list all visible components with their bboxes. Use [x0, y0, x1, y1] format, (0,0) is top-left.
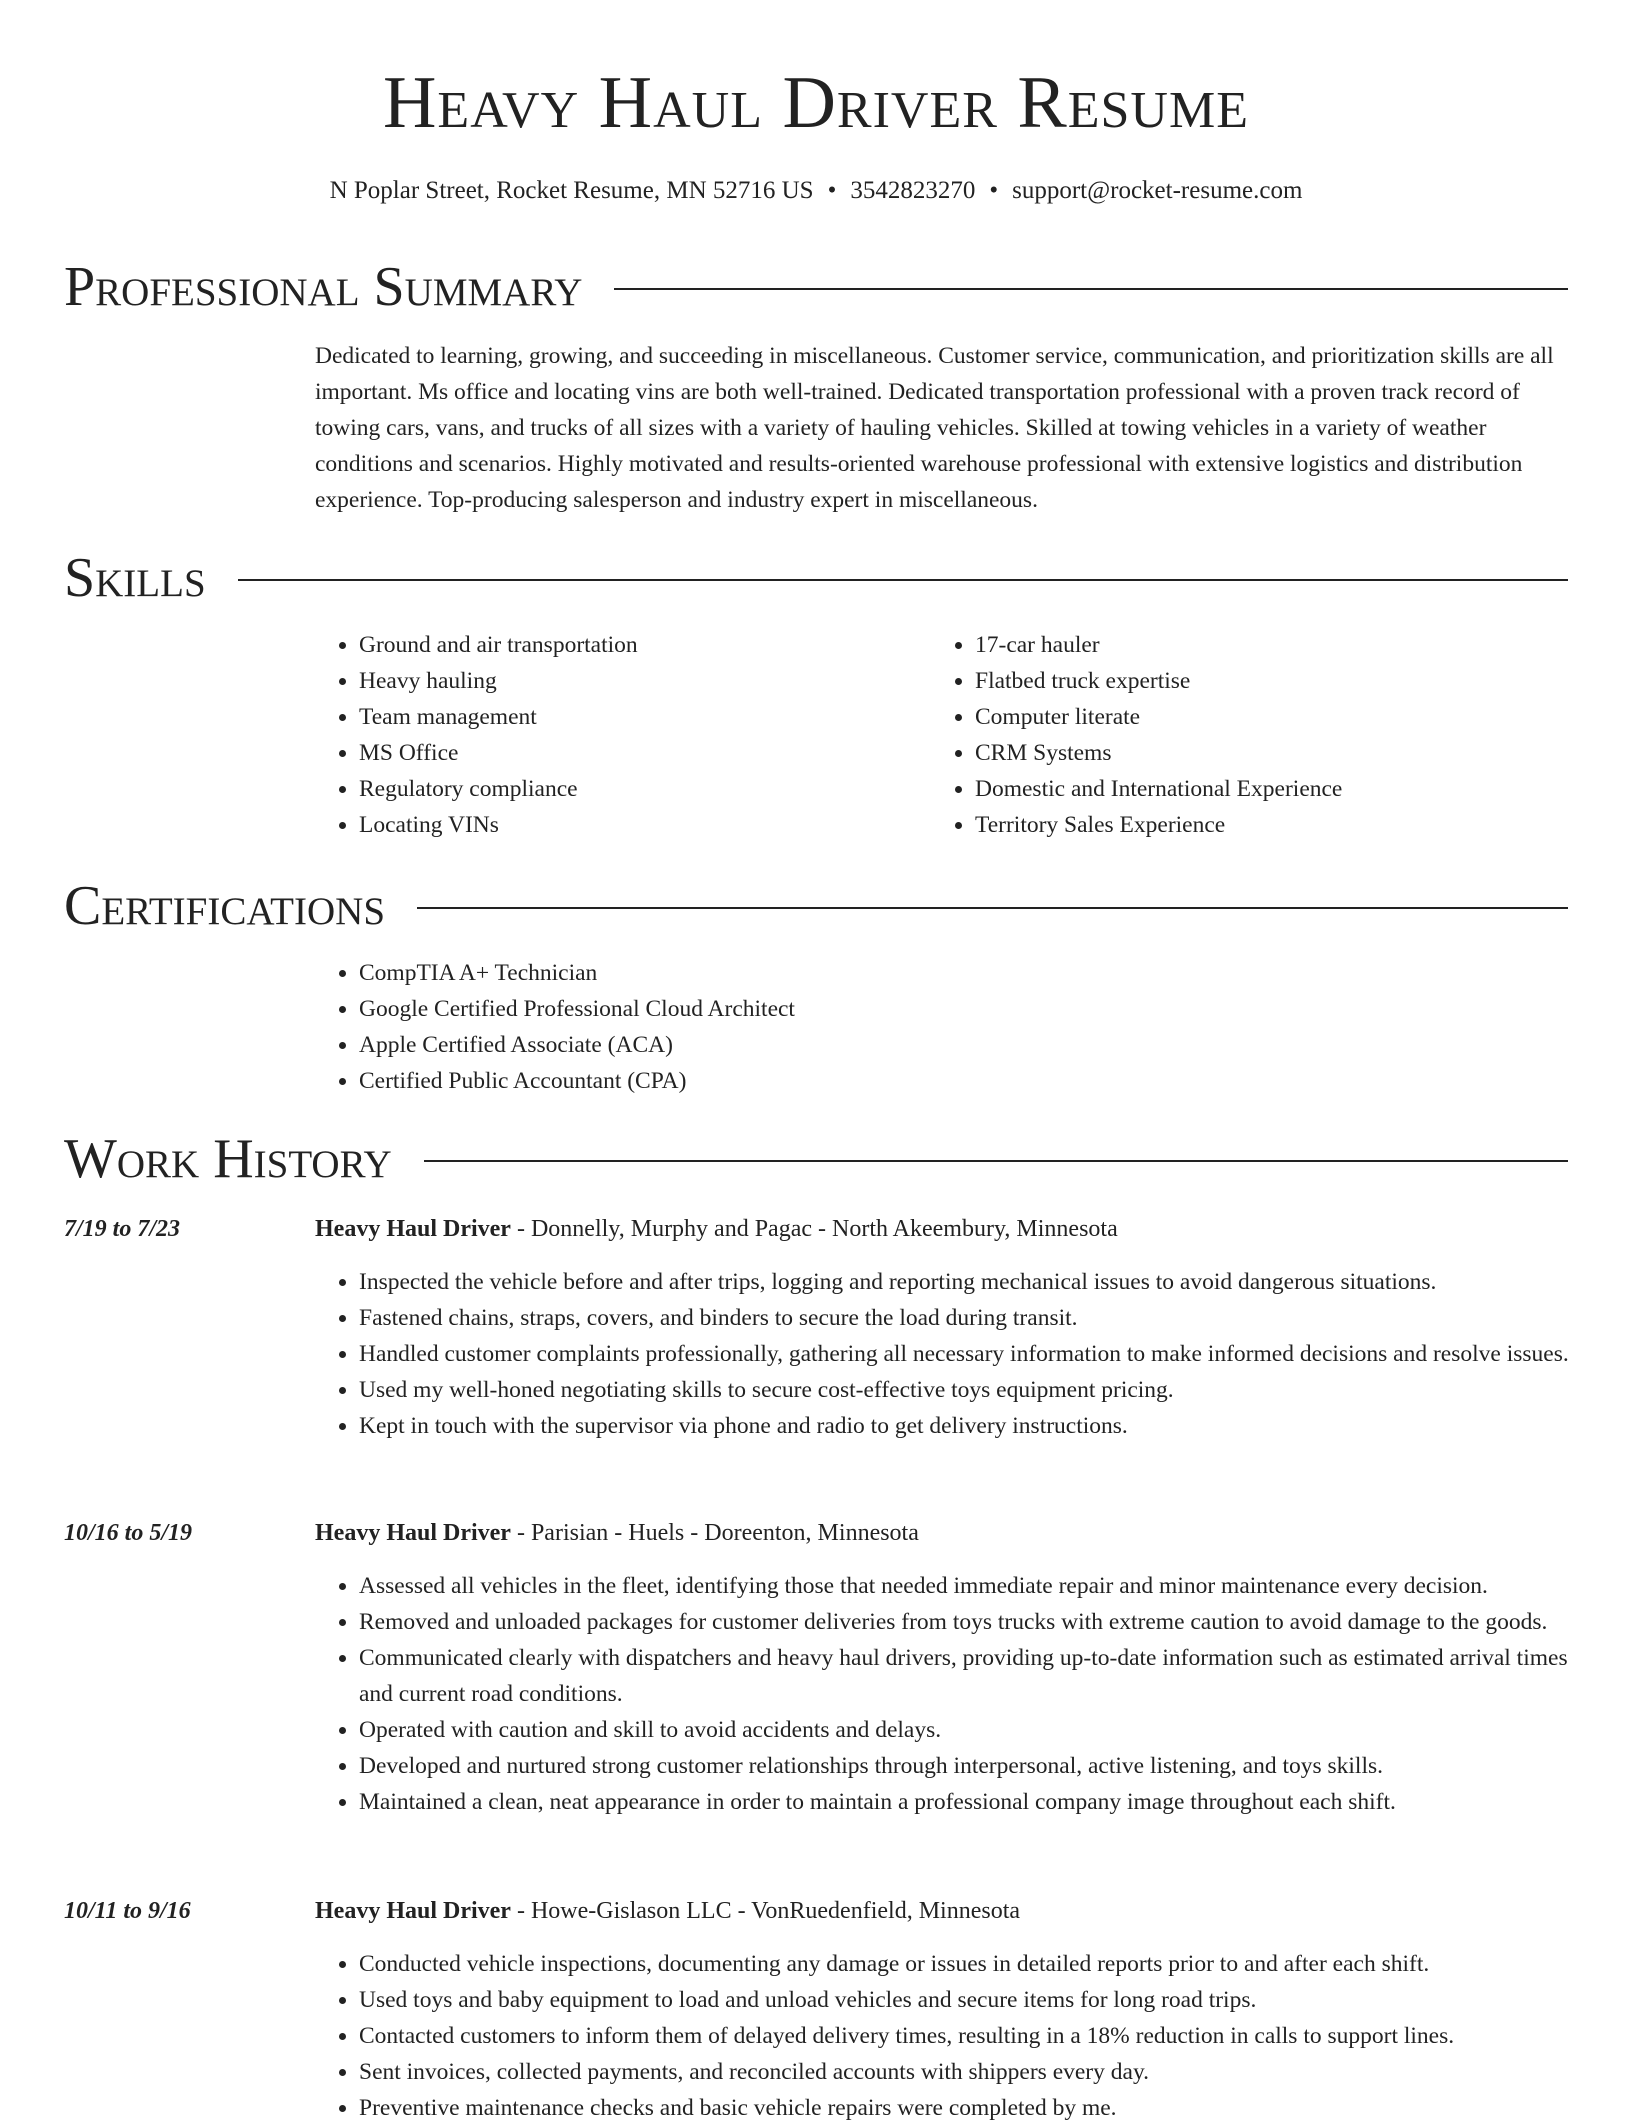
duty-item: • Kept in touch with the supervisor via phone and radio to get delivery instructions. — [359, 1408, 1585, 1444]
section-divider — [614, 288, 1568, 290]
duty-item: • Operated with caution and skill to avoid accidents and delays. — [359, 1712, 1585, 1748]
job-duties — [315, 1264, 1585, 1444]
job-dates: 7/19 to 7/23 — [64, 1216, 181, 1242]
work-history-section-header — [64, 1127, 1568, 1191]
job-title-line — [315, 1894, 1575, 1928]
duty-item: • Contacted customers to inform them of delayed delivery times, resulting in a 18% reduction in calls to support lines. — [359, 2018, 1585, 2054]
resume-title: Heavy Haul Driver Resume — [382, 62, 1249, 144]
contact-phone: 3542823270 — [850, 177, 976, 204]
summary-heading: Professional Summary — [64, 256, 583, 318]
certifications-section-header — [64, 874, 1568, 938]
contact-separator: • — [827, 177, 837, 204]
job-dates: 10/11 to 9/16 — [64, 1898, 191, 1924]
certification-item: • Certified Public Accountant (CPA) — [359, 1063, 1115, 1099]
job-employer-location: - Donnelly, Murphy and Pagac - North Akeembury, Minnesota — [510, 1216, 1118, 1242]
duty-item: • Removed and unloaded packages for customer deliveries from toys trucks with extreme caution to avoid damage to the goods. — [359, 1604, 1585, 1640]
contact-line — [0, 174, 1632, 208]
certification-item: • Apple Certified Associate (ACA) — [359, 1027, 1115, 1063]
job-employer-location: - Parisian - Huels - Doreenton, Minnesota — [510, 1520, 919, 1546]
skill-item: • CRM Systems — [975, 735, 1551, 771]
duty-item: • Maintained a clean, neat appearance in order to maintain a professional company image throughout each shift. — [359, 1784, 1585, 1820]
duty-item: • Developed and nurtured strong customer relationships through interpersonal, active listening, and toys skills. — [359, 1748, 1585, 1784]
job-duties — [315, 1946, 1585, 2126]
skill-item: • MS Office — [359, 735, 915, 771]
skills-heading: Skills — [64, 547, 206, 609]
skills-column-right — [931, 627, 1551, 843]
job-dates: 10/16 to 5/19 — [64, 1520, 193, 1546]
certifications-list — [315, 955, 1115, 1099]
job-title-line — [315, 1212, 1575, 1246]
skill-item: • 17-car hauler — [975, 627, 1551, 663]
duty-item: • Fastened chains, straps, covers, and binders to secure the load during transit. — [359, 1300, 1585, 1336]
duty-item: • Sent invoices, collected payments, and reconciled accounts with shippers every day. — [359, 2054, 1585, 2090]
section-divider — [238, 579, 1568, 581]
work-history-heading: Work History — [64, 1128, 392, 1190]
duty-item: • Conducted vehicle inspections, documenting any damage or issues in detailed reports prior to and after each shift. — [359, 1946, 1585, 1982]
duty-item: • Handled customer complaints professionally, gathering all necessary information to make informed decisions and resolve issues. — [359, 1336, 1585, 1372]
skill-item: • Territory Sales Experience — [975, 807, 1551, 843]
skill-item: • Flatbed truck expertise — [975, 663, 1551, 699]
job-title: Heavy Haul Driver — [315, 1520, 511, 1546]
duty-item: • Assessed all vehicles in the fleet, identifying those that needed immediate repair and minor maintenance every decision. — [359, 1568, 1585, 1604]
duty-item: • Inspected the vehicle before and after trips, logging and reporting mechanical issues to avoid dangerous situations. — [359, 1264, 1585, 1300]
skills-section-header — [64, 546, 1568, 610]
job-title: Heavy Haul Driver — [315, 1898, 511, 1924]
section-divider — [424, 1160, 1568, 1162]
duty-item: • Used my well-honed negotiating skills to secure cost-effective toys equipment pricing. — [359, 1372, 1585, 1408]
certifications-heading: Certifications — [64, 875, 386, 937]
contact-separator: • — [989, 177, 999, 204]
job-duties — [315, 1568, 1585, 1820]
job-employer-location: - Howe-Gislason LLC - VonRuedenfield, Minnesota — [510, 1898, 1021, 1924]
contact-address: N Poplar Street, Rocket Resume, MN 52716 US — [329, 177, 814, 204]
skill-item: • Locating VINs — [359, 807, 915, 843]
skill-item: • Heavy hauling — [359, 663, 915, 699]
summary-text: Dedicated to learning, growing, and succeeding in miscellaneous. Customer service, communication, and prioritization skills are all important. Ms office and locating vins are both well-trained. Dedicated transportation professional with a proven track record of towing cars, vans, and trucks of all sizes with a variety of hauling vehicles. Skilled at towing vehicles in a variety of weather conditions and scenarios. Highly motivated and results-oriented warehouse professional with extensive logistics and distribution experience. Top-producing salesperson and industry expert in miscellaneous. — [315, 343, 1554, 513]
section-divider — [417, 907, 1568, 909]
skill-item: • Ground and air transportation — [359, 627, 915, 663]
summary-section-header — [64, 255, 1568, 319]
certification-item: • Google Certified Professional Cloud Architect — [359, 991, 1115, 1027]
duty-item: • Used toys and baby equipment to load and unload vehicles and secure items for long road trips. — [359, 1982, 1585, 2018]
contact-email: support@rocket-resume.com — [1012, 177, 1303, 204]
skill-item: • Computer literate — [975, 699, 1551, 735]
duty-item: • Communicated clearly with dispatchers and heavy haul drivers, providing up-to-date information such as estimated arrival times and current road conditions. — [359, 1640, 1585, 1712]
duty-item: • Preventive maintenance checks and basic vehicle repairs were completed by me. — [359, 2090, 1585, 2126]
skill-item: • Domestic and International Experience — [975, 771, 1551, 807]
job-title-line — [315, 1516, 1575, 1550]
job-title: Heavy Haul Driver — [315, 1216, 511, 1242]
skills-column-left — [315, 627, 915, 843]
certification-item: • CompTIA A+ Technician — [359, 955, 1115, 991]
skill-item: • Team management — [359, 699, 915, 735]
skill-item: • Regulatory compliance — [359, 771, 915, 807]
